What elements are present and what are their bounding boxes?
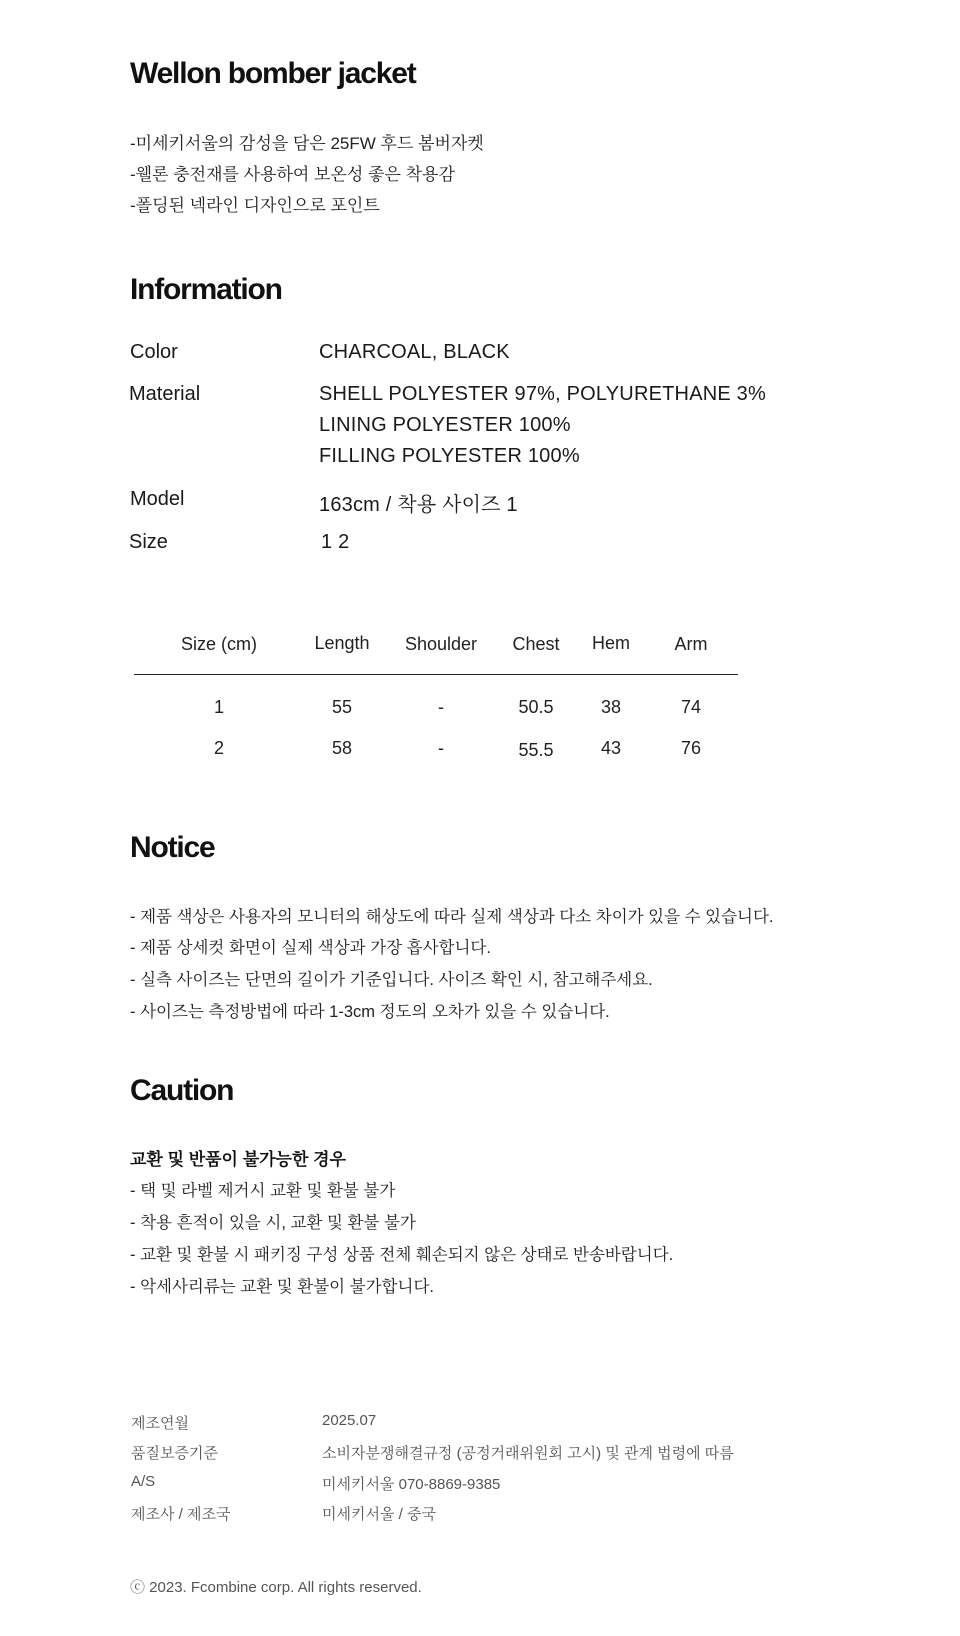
copyright: ⓒ 2023. Fcombine corp. All rights reserved.	[130, 1579, 422, 1596]
table-header: Length	[314, 633, 370, 653]
footer-label: A/S	[131, 1473, 156, 1490]
table-cell: 55.5	[518, 740, 554, 760]
size-value: 1 2	[321, 531, 350, 553]
material-line: SHELL POLYESTER 97%, POLYURETHANE 3%	[319, 383, 766, 405]
footer-value: 미세키서울 070-8869-9385	[322, 1476, 501, 1493]
footer-value: 2025.07	[322, 1412, 377, 1429]
caution-line: - 착용 흔적이 있을 시, 교환 및 환불 불가	[130, 1214, 416, 1232]
footer-label: 품질보증기준	[131, 1445, 218, 1462]
table-cell: -	[438, 697, 444, 717]
caution-subheading: 교환 및 반품이 불가능한 경우	[130, 1150, 346, 1169]
table-cell: -	[438, 738, 444, 758]
table-header: Chest	[512, 634, 560, 654]
footer-label: 제조사 / 제조국	[131, 1506, 231, 1523]
description-line: -웰론 충전재를 사용하여 보온성 좋은 착용감	[130, 165, 455, 184]
footer-label: 제조연월	[131, 1415, 189, 1432]
table-header: Size (cm)	[181, 634, 257, 654]
table-cell: 2	[213, 738, 224, 758]
caution-line: - 악세사리류는 교환 및 환불이 불가합니다.	[130, 1278, 434, 1296]
table-header: Arm	[674, 634, 708, 654]
product-title: Wellon bomber jacket	[130, 57, 416, 90]
notice-line: - 제품 상세컷 화면이 실제 색상과 가장 흡사합니다.	[130, 939, 491, 957]
table-header: Shoulder	[404, 634, 478, 654]
material-line: FILLING POLYESTER 100%	[319, 445, 580, 467]
description-line: -폴딩된 넥라인 디자인으로 포인트	[130, 196, 380, 215]
model-value: 163cm / 착용 사이즈 1	[319, 494, 518, 516]
color-label: Color	[130, 341, 178, 363]
table-cell: 55	[331, 697, 353, 717]
table-divider	[134, 674, 738, 675]
caution-heading: Caution	[130, 1074, 234, 1107]
notice-line: - 제품 색상은 사용자의 모니터의 해상도에 따라 실제 색상과 다소 차이가 있을 수 있습니다.	[130, 908, 774, 926]
table-cell: 74	[680, 697, 702, 717]
table-header: Hem	[591, 633, 630, 653]
description-line: -미세키서울의 감성을 담은 25FW 후드 봄버자켓	[130, 134, 484, 153]
table-cell: 38	[600, 697, 622, 717]
table-cell: 58	[331, 738, 353, 758]
footer-value: 소비자분쟁해결규정 (공정거래위원회 고시) 및 관계 법령에 따름	[322, 1445, 734, 1462]
table-cell: 1	[213, 697, 224, 717]
information-heading: Information	[130, 273, 282, 306]
notice-line: - 실측 사이즈는 단면의 길이가 기준입니다. 사이즈 확인 시, 참고해주세요.	[130, 971, 653, 989]
color-value: CHARCOAL, BLACK	[319, 341, 510, 363]
caution-line: - 교환 및 환불 시 패키징 구성 상품 전체 훼손되지 않은 상태로 반송바랍니다.	[130, 1246, 674, 1264]
table-cell: 43	[600, 738, 622, 758]
table-cell: 76	[680, 738, 702, 758]
notice-line: - 사이즈는 측정방법에 따라 1-3cm 정도의 오차가 있을 수 있습니다.	[130, 1003, 610, 1021]
model-label: Model	[130, 488, 185, 510]
table-cell: 50.5	[518, 697, 554, 717]
size-label: Size	[129, 531, 168, 553]
material-line: LINING POLYESTER 100%	[319, 414, 571, 436]
notice-heading: Notice	[130, 831, 215, 864]
material-label: Material	[129, 383, 201, 405]
caution-line: - 택 및 라벨 제거시 교환 및 환불 불가	[130, 1182, 396, 1200]
footer-value: 미세키서울 / 중국	[322, 1506, 436, 1523]
